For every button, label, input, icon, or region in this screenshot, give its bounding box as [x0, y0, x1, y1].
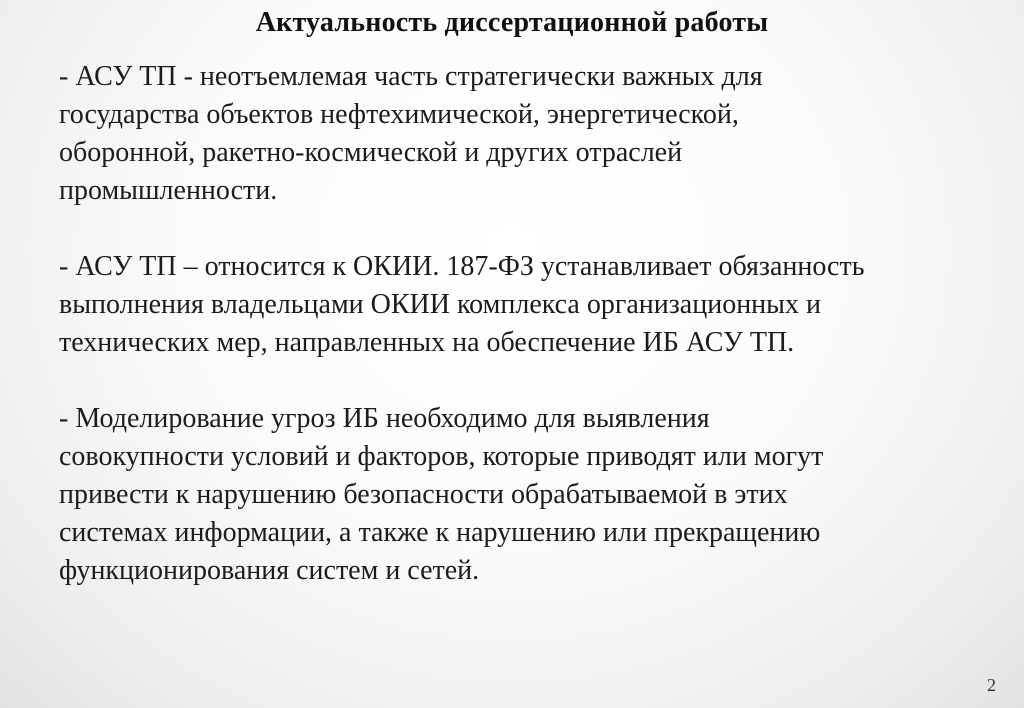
slide-title: Актуальность диссертационной работы — [255, 7, 769, 38]
paragraph-3 — [59, 400, 989, 590]
paragraph-1 — [59, 58, 989, 210]
page-number: 2 — [987, 675, 996, 695]
paragraph-line: функционирования систем и сетей. — [59, 555, 480, 586]
paragraph-2 — [59, 248, 989, 362]
paragraph-line: совокупности условий и факторов, которые приводят или могут — [59, 441, 824, 472]
paragraph-line: технических мер, направленных на обеспечение ИБ АСУ ТП. — [59, 327, 795, 358]
paragraph-line: системах информации, а также к нарушению или прекращению — [59, 517, 821, 548]
paragraph-line: - АСУ ТП – относится к ОКИИ. 187-ФЗ устанавливает обязанность — [59, 251, 865, 282]
paragraph-line: выполнения владельцами ОКИИ комплекса организационных и — [59, 289, 821, 320]
paragraph-line: государства объектов нефтехимической, энергетической, — [59, 99, 739, 130]
paragraph-line: - АСУ ТП - неотъемлемая часть стратегически важных для — [59, 61, 763, 92]
paragraph-line: оборонной, ракетно-космической и других отраслей — [59, 137, 683, 168]
paragraph-line: промышленности. — [59, 175, 278, 206]
paragraph-line: привести к нарушению безопасности обрабатываемой в этих — [59, 479, 788, 510]
paragraph-line: - Моделирование угроз ИБ необходимо для выявления — [59, 403, 710, 434]
slide-body — [59, 58, 989, 628]
